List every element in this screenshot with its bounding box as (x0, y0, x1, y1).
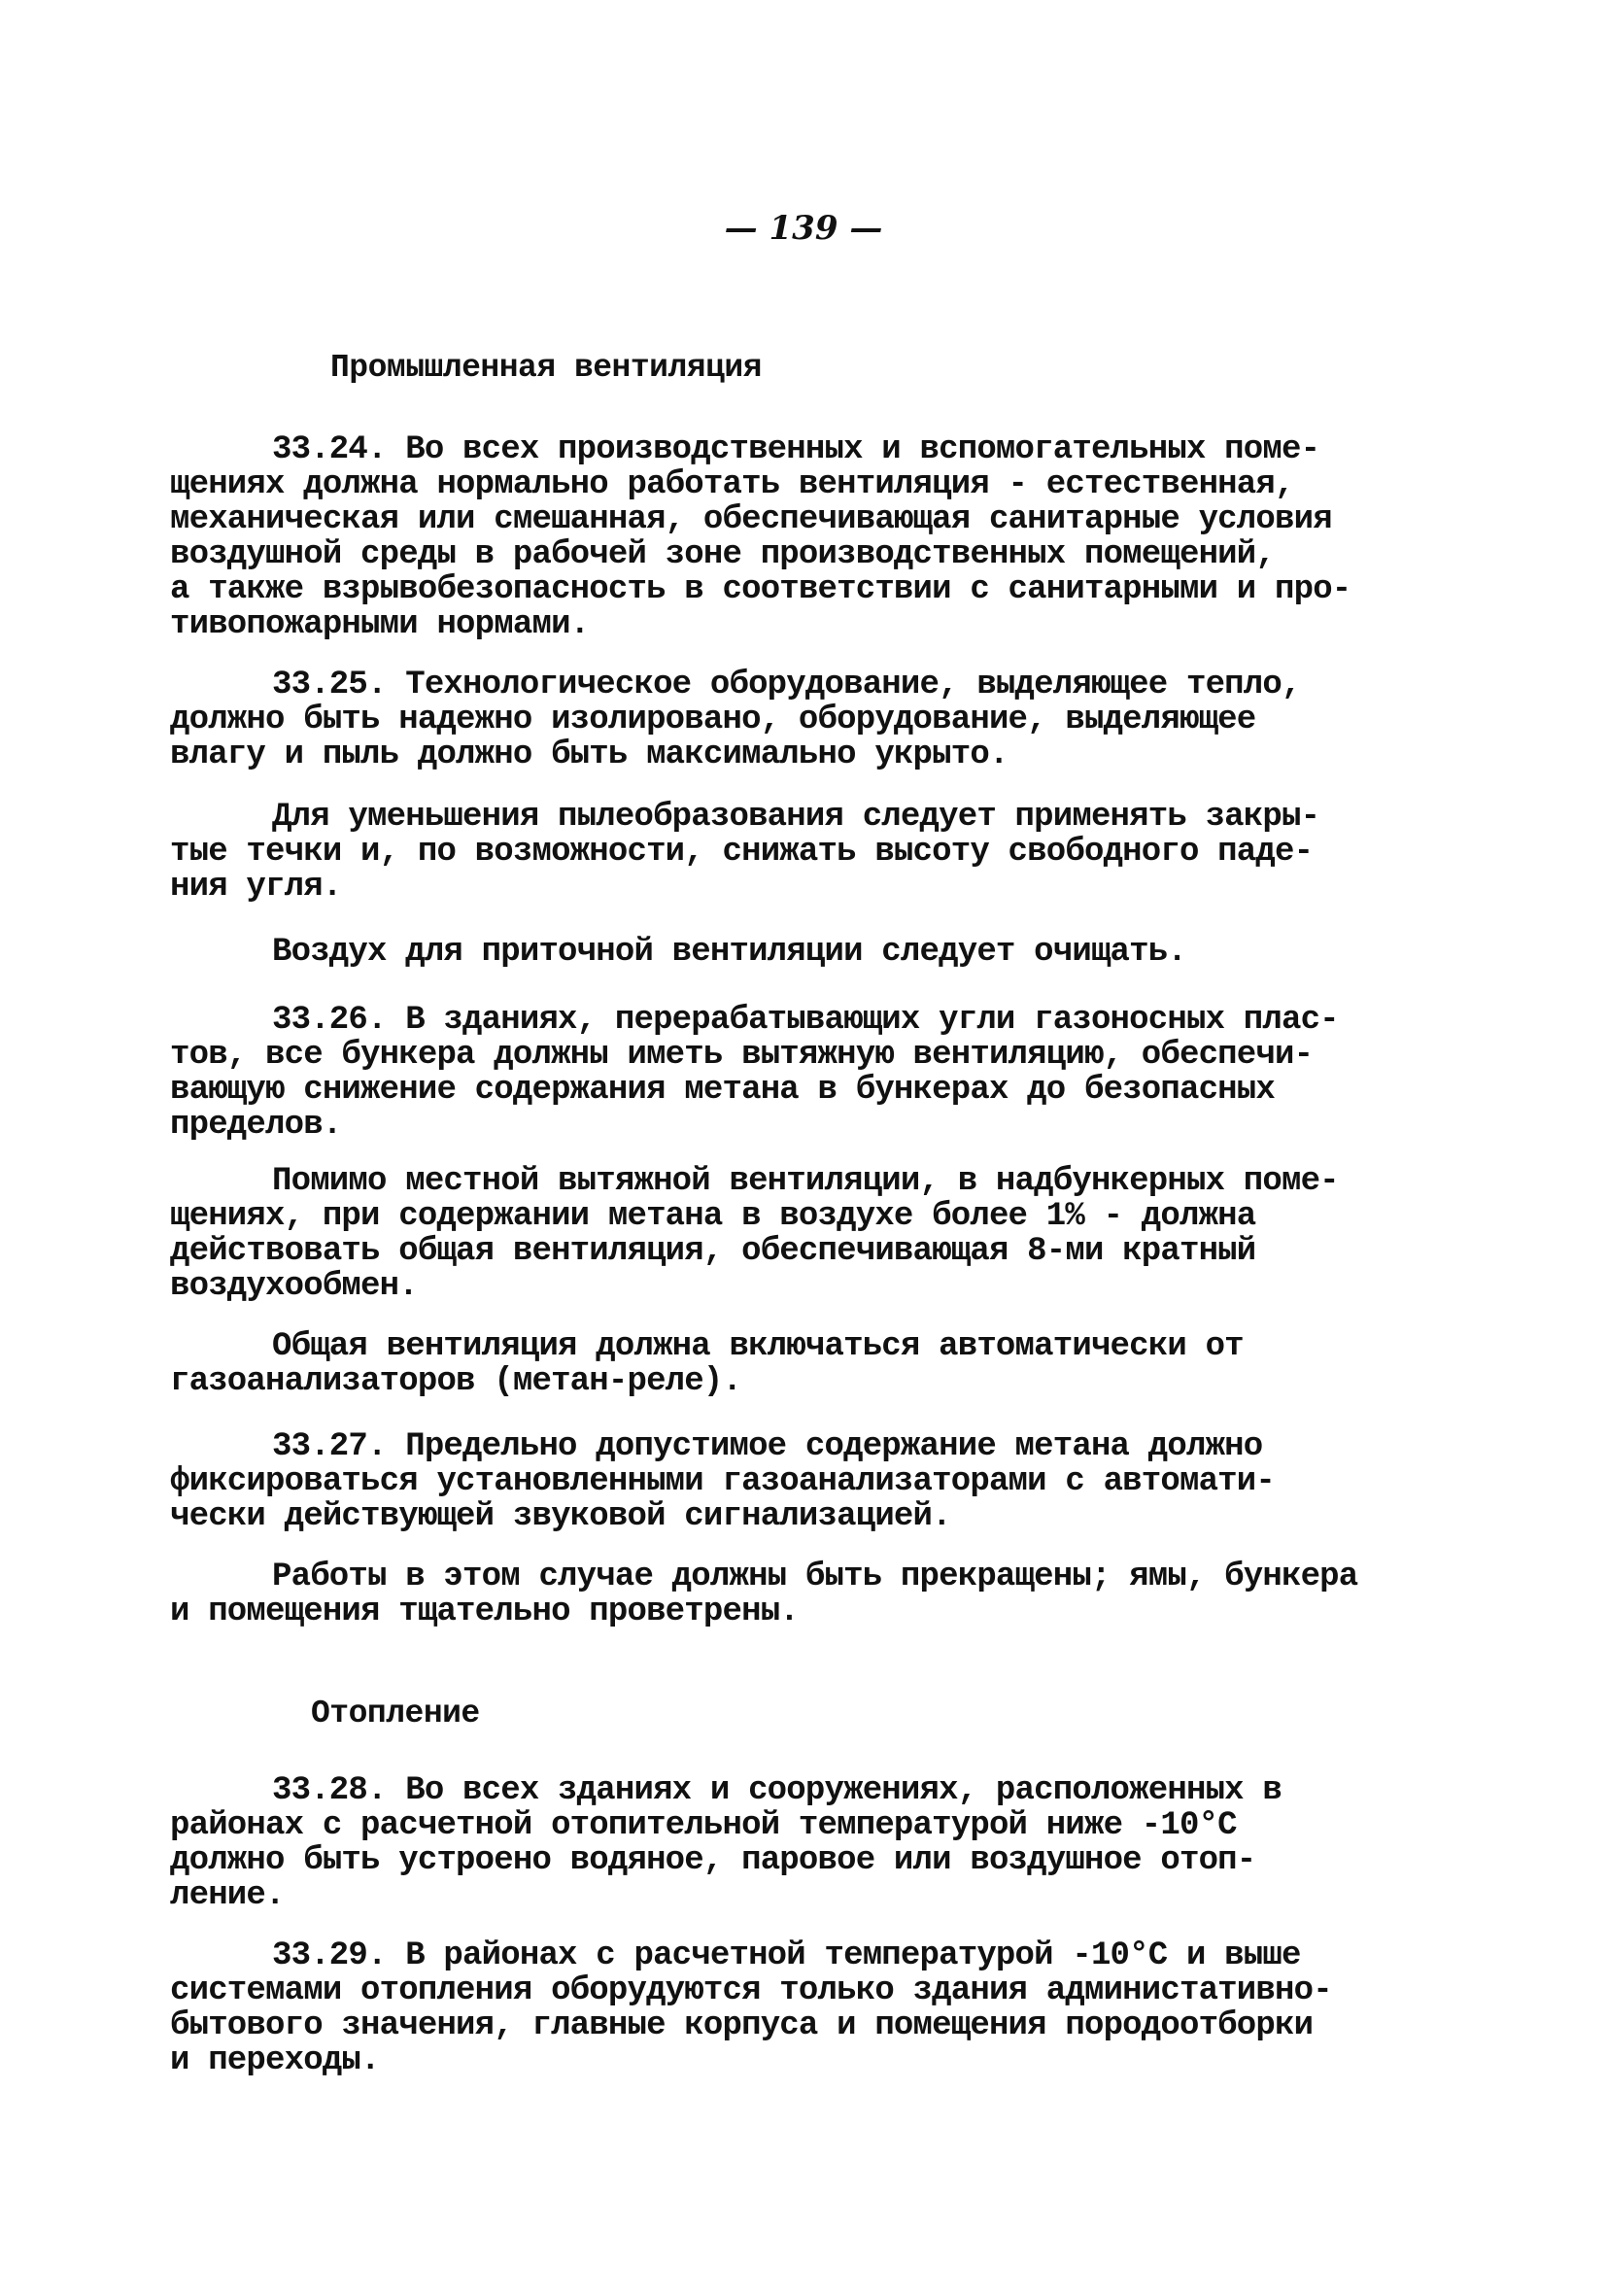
text-line: щениях должна нормально работать вентиляция - естественная, (170, 466, 1294, 503)
text-line: газоанализаторов (метан-реле). (170, 1363, 742, 1400)
paragraph-33-26 (170, 1003, 1433, 1143)
text-line: 33.27. Предельно допустимое содержание метана должно (272, 1428, 1263, 1465)
paragraph-33-29 (170, 1938, 1433, 2078)
paragraph-33-27 (170, 1429, 1433, 1534)
text-line: 33.29. В районах с расчетной температурой -10°С и выше (272, 1937, 1301, 1974)
text-line: пределов. (170, 1107, 342, 1144)
text-line: фиксироваться установленными газоанализаторами с автомати- (170, 1463, 1275, 1500)
text-line: 33.25. Технологическое оборудование, выделяющее тепло, (272, 667, 1301, 703)
text-line: ление. (170, 1877, 285, 1914)
paragraph-local-exhaust (170, 1164, 1433, 1304)
text-line: должно быть устроено водяное, паровое или воздушное отоп- (170, 1842, 1256, 1879)
text-line: Для уменьшения пылеобразования следует применять закры- (272, 799, 1320, 836)
text-line: 33.24. Во всех производственных и вспомогательных поме- (272, 431, 1320, 468)
text-line: и переходы. (170, 2042, 380, 2079)
paragraph-dust-reduction (170, 800, 1433, 905)
text-line: Помимо местной вытяжной вентиляции, в надбункерных поме- (272, 1163, 1339, 1200)
text-line: чески действующей звуковой сигнализацией. (170, 1498, 951, 1535)
text-line: вающую снижение содержания метана в бункерах до безопасных (170, 1072, 1275, 1109)
paragraph-work-stop (170, 1559, 1433, 1629)
paragraph-general-ventilation (170, 1329, 1433, 1399)
text-line: механическая или смешанная, обеспечивающая санитарные условия (170, 501, 1332, 538)
section-heading-heating: Отопление (311, 1696, 480, 1731)
text-line: влагу и пыль должно быть максимально укрыто. (170, 737, 1009, 773)
paragraph-supply-air (170, 935, 1433, 970)
text-line: тивопожарными нормами. (170, 606, 590, 643)
text-line: системами отопления оборудуются только здания администативно- (170, 1972, 1332, 2009)
text-line: Воздух для приточной вентиляции следует очищать. (272, 934, 1186, 971)
text-line: Работы в этом случае должны быть прекращены; ямы, бункера (272, 1559, 1358, 1595)
text-line: бытового значения, главные корпуса и помещения породоотборки (170, 2007, 1314, 2044)
text-line: тов, все бункера должны иметь вытяжную вентиляцию, обеспечи- (170, 1037, 1314, 1074)
text-line: щениях, при содержании метана в воздухе более 1% - должна (170, 1198, 1256, 1235)
text-line: воздухообмен. (170, 1268, 418, 1305)
text-line: ния угля. (170, 869, 342, 906)
page-number: — 139 — (724, 209, 883, 248)
text-line: 33.26. В зданиях, перерабатывающих угли газоносных плас- (272, 1002, 1339, 1039)
text-line: а также взрывобезопасность в соответствии с санитарными и про- (170, 571, 1351, 608)
text-line: 33.28. Во всех зданиях и сооружениях, расположенных в (272, 1772, 1282, 1809)
text-line: действовать общая вентиляция, обеспечивающая 8-ми кратный (170, 1233, 1256, 1270)
text-line: тые течки и, по возможности, снижать высоту свободного паде- (170, 834, 1314, 871)
paragraph-33-28 (170, 1773, 1433, 1913)
text-line: Общая вентиляция должна включаться автоматически от (272, 1328, 1244, 1365)
text-line: и помещения тщательно проветрены. (170, 1593, 799, 1630)
paragraph-33-24 (170, 432, 1433, 642)
section-heading-ventilation: Промышленная вентиляция (330, 350, 762, 386)
text-line: должно быть надежно изолировано, оборудование, выделяющее (170, 702, 1256, 738)
paragraph-33-25 (170, 668, 1433, 772)
text-line: воздушной среды в рабочей зоне производственных помещений, (170, 536, 1275, 573)
text-line: районах с расчетной отопительной температурой ниже -10°С (170, 1807, 1237, 1844)
